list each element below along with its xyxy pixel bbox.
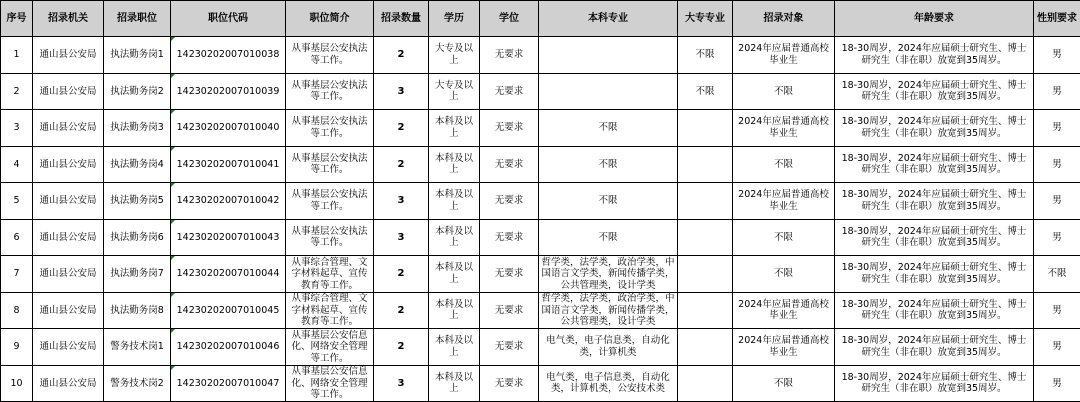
cell-agency: 通山县公安局 — [33, 256, 104, 293]
cell-agency: 通山县公安局 — [33, 219, 104, 256]
cell-degree: 无要求 — [480, 219, 539, 256]
cell-target: 2024年应届普通高校毕业生 — [733, 37, 835, 74]
cell-college-major — [678, 329, 733, 366]
cell-no: 1 — [1, 37, 33, 74]
table-body — [1, 37, 1080, 402]
cell-college-major — [678, 110, 733, 147]
cell-code: 14230202007010038 — [171, 37, 286, 74]
cell-no: 6 — [1, 219, 33, 256]
table-row — [1, 219, 1080, 256]
cell-gender: 男 — [1034, 292, 1080, 329]
cell-agency: 通山县公安局 — [33, 73, 104, 110]
cell-count: 3 — [374, 183, 429, 220]
cell-age: 18-30周岁，2024年应届硕士研究生、博士研究生（非在职）放宽到35周岁。 — [835, 329, 1034, 366]
cell-gender: 男 — [1034, 73, 1080, 110]
table-row — [1, 37, 1080, 74]
cell-college-major: 不限 — [678, 37, 733, 74]
header-gender: 性别要求 — [1034, 1, 1080, 37]
cell-position: 执法勤务岗1 — [104, 37, 171, 74]
cell-major: 哲学类，法学类，政治学类，中国语言文学类，新闻传播学类，公共管理类，设计学类 — [539, 256, 678, 293]
cell-target: 2024年应届普通高校毕业生 — [733, 292, 835, 329]
cell-degree: 无要求 — [480, 110, 539, 147]
cell-target: 不限 — [733, 146, 835, 183]
cell-agency: 通山县公安局 — [33, 365, 104, 402]
cell-major — [539, 73, 678, 110]
cell-major: 电气类，电子信息类，自动化类，计算机类，公安技术类 — [539, 365, 678, 402]
cell-code: 14230202007010042 — [171, 183, 286, 220]
cell-college-major — [678, 219, 733, 256]
cell-age: 18-30周岁，2024年应届硕士研究生、博士研究生（非在职）放宽到35周岁。 — [835, 110, 1034, 147]
cell-intro: 从事基层公安执法等工作。 — [286, 183, 374, 220]
table-row — [1, 329, 1080, 366]
table-row — [1, 110, 1080, 147]
cell-education: 本科及以上 — [429, 183, 480, 220]
header-agency: 招录机关 — [33, 1, 104, 37]
cell-degree: 无要求 — [480, 256, 539, 293]
cell-position: 执法勤务岗3 — [104, 110, 171, 147]
cell-college-major — [678, 183, 733, 220]
table-row — [1, 146, 1080, 183]
cell-target: 不限 — [733, 256, 835, 293]
cell-intro: 从事基层公安执法等工作。 — [286, 37, 374, 74]
cell-position: 警务技术岗2 — [104, 365, 171, 402]
cell-no: 5 — [1, 183, 33, 220]
cell-position: 执法勤务岗6 — [104, 219, 171, 256]
cell-degree: 无要求 — [480, 329, 539, 366]
cell-gender: 男 — [1034, 37, 1080, 74]
cell-education: 本科及以上 — [429, 219, 480, 256]
cell-count: 2 — [374, 146, 429, 183]
cell-count: 2 — [374, 329, 429, 366]
cell-intro: 从事综合管理、文字材料起草、宣传教育等工作。 — [286, 292, 374, 329]
header-college-major: 大专专业 — [678, 1, 733, 37]
cell-code: 14230202007010045 — [171, 292, 286, 329]
cell-degree: 无要求 — [480, 292, 539, 329]
cell-college-major: 不限 — [678, 73, 733, 110]
cell-degree: 无要求 — [480, 146, 539, 183]
cell-education: 本科及以上 — [429, 256, 480, 293]
cell-age: 18-30周岁，2024年应届硕士研究生、博士研究生（非在职）放宽到35周岁。 — [835, 219, 1034, 256]
cell-education: 本科及以上 — [429, 329, 480, 366]
cell-major: 不限 — [539, 183, 678, 220]
table-row — [1, 365, 1080, 402]
cell-education: 本科及以上 — [429, 292, 480, 329]
cell-code: 14230202007010044 — [171, 256, 286, 293]
cell-college-major — [678, 292, 733, 329]
header-degree: 学位 — [480, 1, 539, 37]
cell-college-major — [678, 146, 733, 183]
cell-count: 3 — [374, 73, 429, 110]
cell-major: 不限 — [539, 146, 678, 183]
cell-major: 不限 — [539, 110, 678, 147]
cell-no: 4 — [1, 146, 33, 183]
cell-gender: 男 — [1034, 110, 1080, 147]
cell-college-major — [678, 365, 733, 402]
cell-intro: 从事基层公安信息化、网络安全管理等工作。 — [286, 329, 374, 366]
cell-age: 18-30周岁，2024年应届硕士研究生、博士研究生（非在职）放宽到35周岁。 — [835, 292, 1034, 329]
cell-major: 不限 — [539, 219, 678, 256]
cell-no: 7 — [1, 256, 33, 293]
cell-target: 2024年应届普通高校毕业生 — [733, 110, 835, 147]
cell-degree: 无要求 — [480, 365, 539, 402]
cell-position: 执法勤务岗4 — [104, 146, 171, 183]
header-code: 职位代码 — [171, 1, 286, 37]
cell-count: 2 — [374, 110, 429, 147]
cell-gender: 男 — [1034, 329, 1080, 366]
header-age: 年龄要求 — [835, 1, 1034, 37]
cell-degree: 无要求 — [480, 183, 539, 220]
header-education: 学历 — [429, 1, 480, 37]
cell-agency: 通山县公安局 — [33, 37, 104, 74]
cell-college-major — [678, 256, 733, 293]
table-header — [1, 1, 1080, 37]
cell-age: 18-30周岁，2024年应届硕士研究生、博士研究生（非在职）放宽到35周岁。 — [835, 365, 1034, 402]
cell-count: 2 — [374, 37, 429, 74]
cell-intro: 从事综合管理、文字材料起草、宣传教育等工作。 — [286, 256, 374, 293]
cell-major — [539, 37, 678, 74]
table-row — [1, 183, 1080, 220]
cell-count: 3 — [374, 219, 429, 256]
cell-age: 18-30周岁，2024年应届硕士研究生、博士研究生（非在职）放宽到35周岁。 — [835, 37, 1034, 74]
cell-no: 8 — [1, 292, 33, 329]
cell-target: 2024年应届普通高校毕业生 — [733, 329, 835, 366]
cell-code: 14230202007010046 — [171, 329, 286, 366]
cell-target: 2024年应届普通高校毕业生 — [733, 183, 835, 220]
header-target: 招录对象 — [733, 1, 835, 37]
cell-education: 本科及以上 — [429, 365, 480, 402]
cell-no: 3 — [1, 110, 33, 147]
cell-target: 不限 — [733, 219, 835, 256]
cell-code: 14230202007010041 — [171, 146, 286, 183]
header-intro: 职位简介 — [286, 1, 374, 37]
cell-agency: 通山县公安局 — [33, 183, 104, 220]
header-major: 本科专业 — [539, 1, 678, 37]
cell-education: 本科及以上 — [429, 146, 480, 183]
table-row — [1, 292, 1080, 329]
cell-agency: 通山县公安局 — [33, 292, 104, 329]
table-row — [1, 256, 1080, 293]
cell-age: 18-30周岁，2024年应届硕士研究生、博士研究生（非在职）放宽到35周岁。 — [835, 183, 1034, 220]
cell-gender: 男 — [1034, 365, 1080, 402]
cell-position: 执法勤务岗2 — [104, 73, 171, 110]
cell-position: 警务技术岗1 — [104, 329, 171, 366]
table-row — [1, 73, 1080, 110]
cell-code: 14230202007010040 — [171, 110, 286, 147]
cell-agency: 通山县公安局 — [33, 329, 104, 366]
cell-agency: 通山县公安局 — [33, 110, 104, 147]
cell-gender: 男 — [1034, 219, 1080, 256]
cell-education: 本科及以上 — [429, 110, 480, 147]
cell-code: 14230202007010043 — [171, 219, 286, 256]
cell-intro: 从事基层公安执法等工作。 — [286, 73, 374, 110]
cell-no: 9 — [1, 329, 33, 366]
cell-major: 电气类，电子信息类，自动化类，计算机类 — [539, 329, 678, 366]
cell-age: 18-30周岁，2024年应届硕士研究生、博士研究生（非在职）放宽到35周岁。 — [835, 256, 1034, 293]
cell-position: 执法勤务岗8 — [104, 292, 171, 329]
cell-target: 不限 — [733, 365, 835, 402]
cell-count: 2 — [374, 292, 429, 329]
cell-code: 14230202007010039 — [171, 73, 286, 110]
cell-education: 大专及以上 — [429, 37, 480, 74]
cell-intro: 从事基层公安信息化、网络安全管理等工作。 — [286, 365, 374, 402]
cell-intro: 从事基层公安执法等工作。 — [286, 146, 374, 183]
header-position: 招录职位 — [104, 1, 171, 37]
cell-age: 18-30周岁，2024年应届硕士研究生、博士研究生（非在职）放宽到35周岁。 — [835, 73, 1034, 110]
cell-gender: 男 — [1034, 183, 1080, 220]
header-count: 招录数量 — [374, 1, 429, 37]
header-no: 序号 — [1, 1, 33, 37]
cell-position: 执法勤务岗7 — [104, 256, 171, 293]
cell-age: 18-30周岁，2024年应届硕士研究生、博士研究生（非在职）放宽到35周岁。 — [835, 146, 1034, 183]
cell-major: 哲学类，法学类，政治学类，中国语言文学类，新闻传播学类，公共管理类，设计学类 — [539, 292, 678, 329]
cell-intro: 从事基层公安执法等工作。 — [286, 219, 374, 256]
cell-position: 执法勤务岗5 — [104, 183, 171, 220]
cell-no: 10 — [1, 365, 33, 402]
cell-code: 14230202007010047 — [171, 365, 286, 402]
cell-gender: 不限 — [1034, 256, 1080, 293]
cell-gender: 男 — [1034, 146, 1080, 183]
cell-no: 2 — [1, 73, 33, 110]
cell-agency: 通山县公安局 — [33, 146, 104, 183]
cell-count: 2 — [374, 256, 429, 293]
cell-degree: 无要求 — [480, 73, 539, 110]
cell-degree: 无要求 — [480, 37, 539, 74]
cell-target: 不限 — [733, 73, 835, 110]
cell-intro: 从事基层公安执法等工作。 — [286, 110, 374, 147]
cell-count: 3 — [374, 365, 429, 402]
cell-education: 大专及以上 — [429, 73, 480, 110]
